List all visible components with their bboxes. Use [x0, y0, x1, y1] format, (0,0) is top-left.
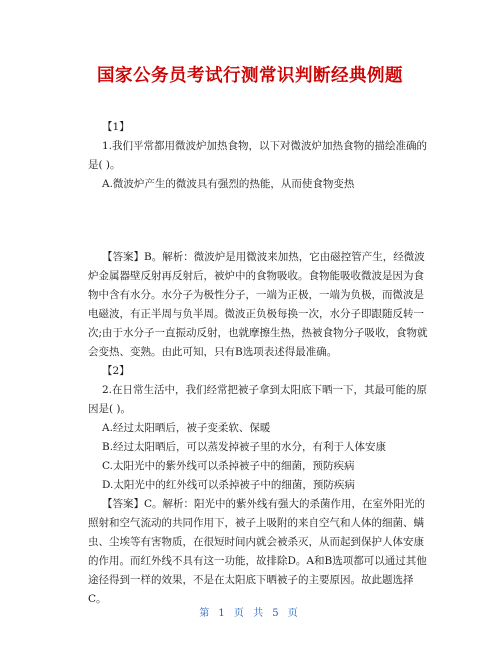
question-1-option-a: A.微波炉产生的微波具有强烈的热能，从而使食物变热 [102, 178, 355, 190]
document-body [88, 118, 428, 609]
question-1-number: 【1】 [102, 121, 130, 133]
question-2-answer: 【答案】C。解析：阳光中的紫外线有强大的杀菌作用，在室外阳光的照射和空气流动的共同作用下，被子上吸附的来自空气和人体的细菌、螨虫、尘埃等有害物质，在很短时间内就会被杀灭，从而起到保护人体安康的作用。而红外线不具有这一功能，故排除D。A和B选项都可以通过其他途径得到一样的效果，不是在太阳底下晒被子的主要原因。故此题选择C。 [88, 498, 427, 605]
question-2-number: 【2】 [102, 365, 130, 377]
question-2-text: 2.在日常生活中，我们经常把被子拿到太阳底下晒一下，其最可能的原因是( )。 [88, 384, 428, 415]
question-2-option-a: A.经过太阳晒后，被子变柔软、保暖 [102, 422, 271, 434]
page-title: 国家公务员考试行测常识判断经典例题 [97, 66, 403, 86]
question-2-option-c: C.太阳光中的紫外线可以杀掉被子中的细菌，预防疾病 [102, 460, 355, 472]
question-2-option-b: B.经过太阳晒后，可以蒸发掉被子里的水分，有利于人体安康 [102, 441, 387, 453]
question-2-option-d: D.太阳光中的红外线可以杀掉被子中的细菌，预防疾病 [102, 479, 355, 491]
question-1-text: 1.我们平常都用微波炉加热食物，以下对微波炉加热食物的描绘准确的是( )。 [88, 140, 428, 171]
spacer [88, 194, 428, 248]
page-footer: 第 1 页 共 5 页 [199, 608, 301, 619]
question-1-answer: 【答案】B。解析：微波炉是用微波来加热，它由磁控管产生，经微波炉金属器壁反射再反射后，被炉中的食物吸收。食物能吸收微波是因为食物中含有水分。水分子为极性分子，一端为正极，一端为负极，而微波是电磁波，有正半周与负半周。微波正负极每换一次，水分子即跟随反转一次;由于水分子一直振动反射，也就摩擦生热，热被食物分子吸收，食物就会变热、变熟。由此可知，只有B选项表述得最准确。 [88, 251, 428, 358]
